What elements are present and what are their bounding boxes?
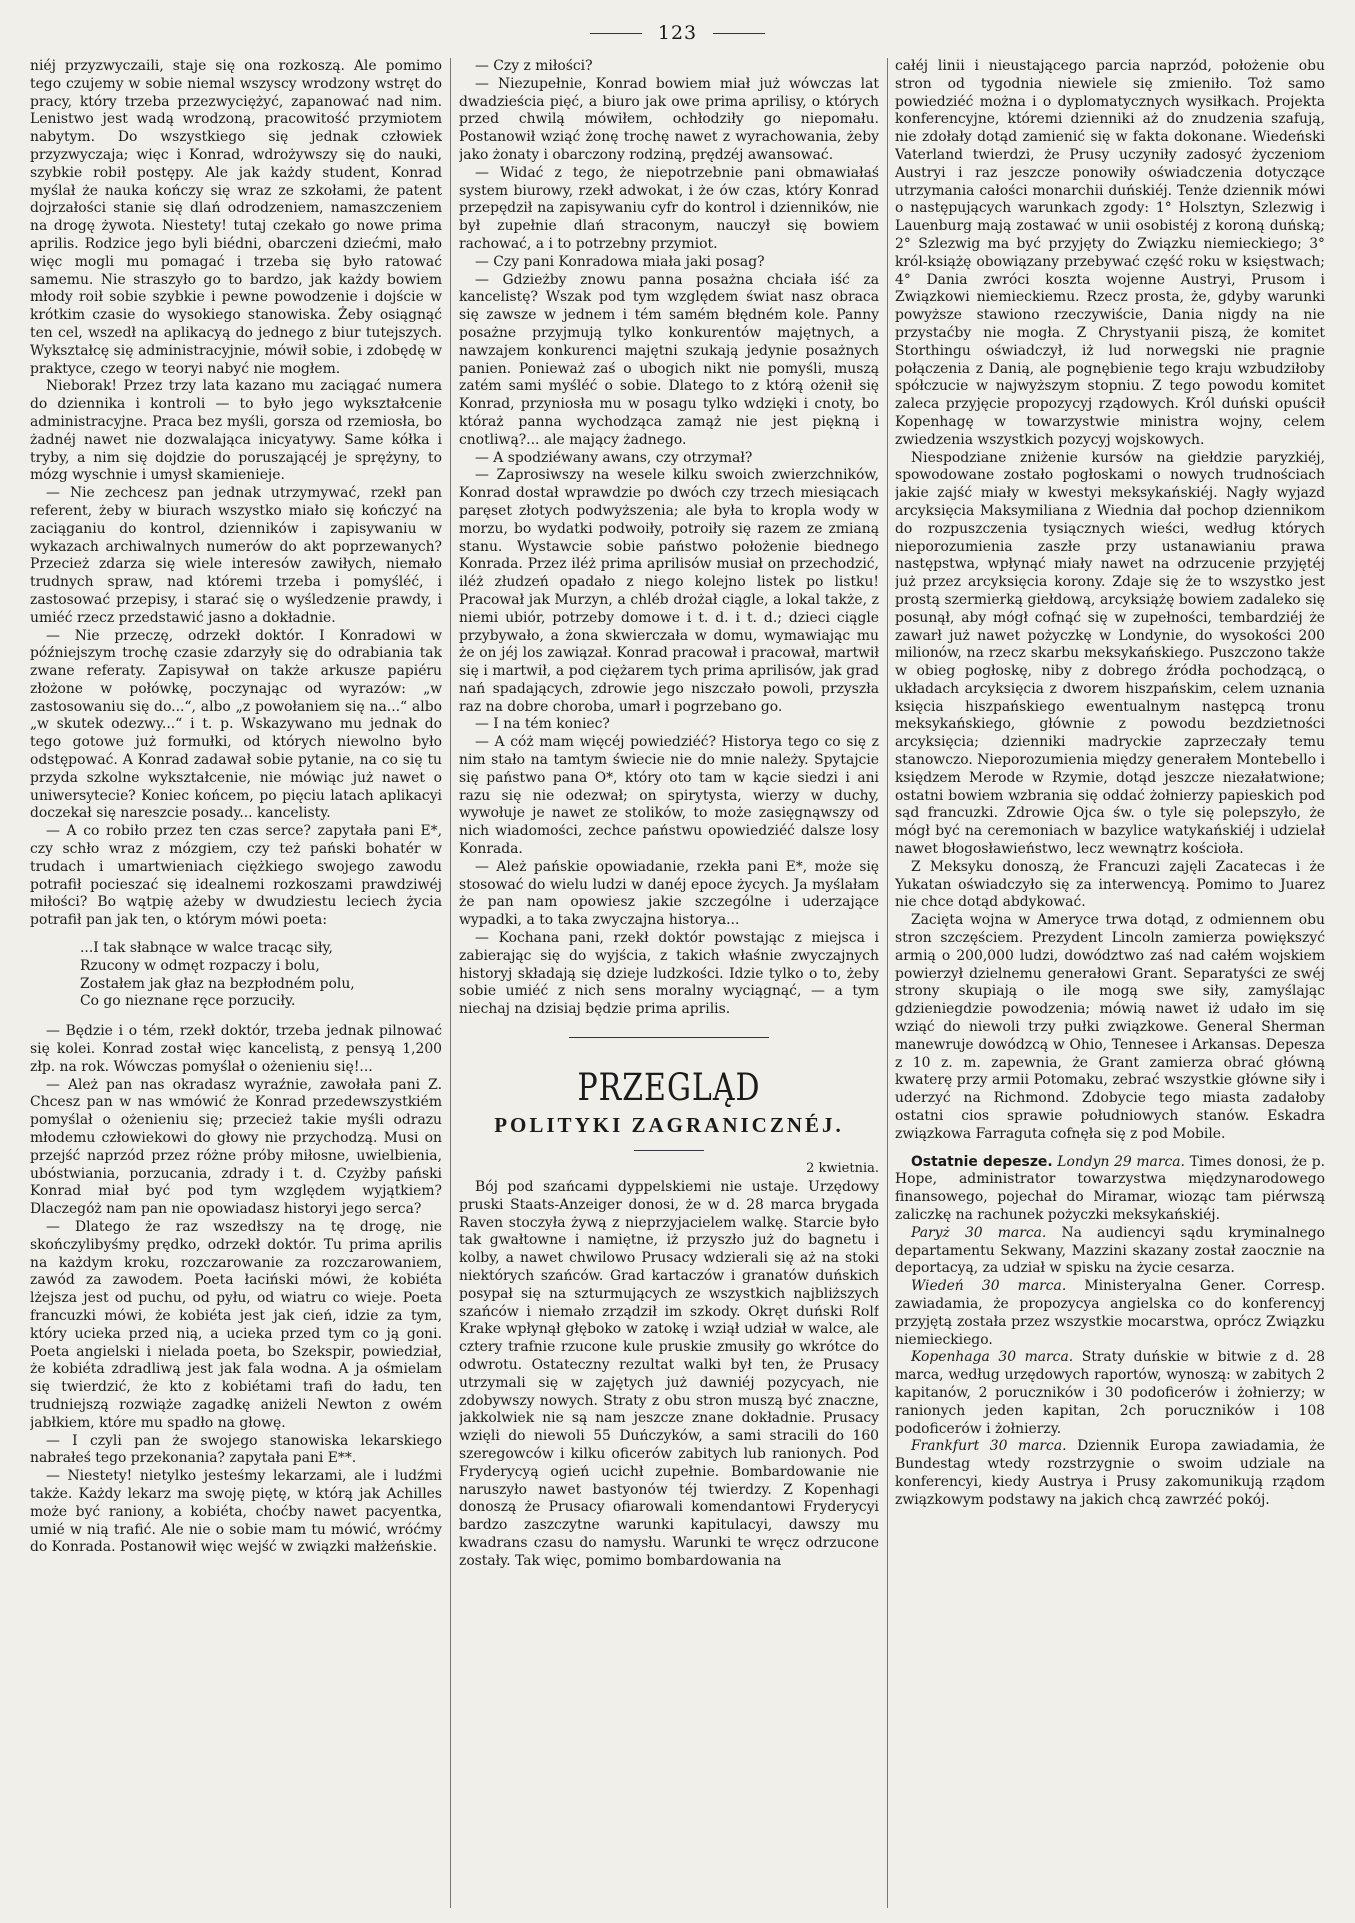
dispatch (895, 1225, 1325, 1278)
paragraph: — Niezupełnie, Konrad bowiem miał już wówczas lat dwadzieścia pięć, a biuro jak owe prima aprilisy, o których przed chwilą mówiłem, ochłodziły go niepomału. Postanowił wziąć żonę trochę nawet z wyrachowania, żeby jako żonaty i obarczony rodziną, prędzéj awansować. (459, 75, 879, 163)
poem-line: Rzucony w odmęt rozpaczy i bolu, (80, 957, 320, 974)
header-rule-left (590, 33, 642, 34)
dispatch-text: Na audiencyi sądu kryminalnego departamentu Sekwany, Mazzini skazany został zaocznie na deportacyą, za udział w spisku na życie cesarza. (895, 1224, 1325, 1277)
paragraph: — Widać z tego, że niepotrzebnie pani obmawiałaś system biurowy, rzekł adwokat, i że ów czas, który Konrad przepędził na zapisywaniu cyfr do kontrol i dzienników, nie był zupełnie dlań straconym, nauczył się bowiem rachować, a i to potrzebny przymiot. (459, 164, 879, 252)
paragraph: — I na tém koniec? (475, 716, 610, 733)
paragraph: Bój pod szańcami dyppelskiemi nie ustaje. Urzędowy pruski Staats-Anzeiger donosi, że w d. 28 marca brygada Raven stoczyła żywą z nieprzyjacielem walkę. Starcie było tak gwałtowne i namiętne, iż przyszło już do bagnetu i kolby, a nawet chwilowo Prusacy wdzierali się aż na stoki niektórych szańców. Grad kartaczów i granatów duńskich posypał się na szturmujących ze wszystkich najbliższych szańców i niemało zrządził im szkody. Okręt duński Rolf Krake wpłynął głęboko w zatokę i wziął udział w walce, ale cztery trafnie rzucone kule pruskie zmusiły go wkrótce do odwrotu. Ostateczny rezultat walki był ten, że Prusacy utrzymali się w zajętych już dawniéj pozycyach, nie zdobywszy nowych. Straty z obu stron muszą być znaczne, jakkolwiek nie są nam jeszcze znane dokładnie. Prusacy wzięli do niewoli 55 Duńczyków, a sami stracili do 160 szeregowców i kilku oficerów zabitych lub ranionych. Pod Fryderycyą ogień ucichł zupełnie. Bombardowanie nie naruszyło nawet bastyonów téj twierdzy. Z Kopenhagi donoszą że Prusacy ofiarowali komendantowi Fryderycyi bardzo zaszczytne warunki kapitulacyi, dawszy mu kwadrans czasu do namysłu. Warunki te wręcz odrzucone zostały. Tak więc, pomimo bombardowania na (459, 1179, 879, 1569)
dispatch-text: Straty duńskie w bitwie z d. 28 marca, według urzędowych raportów, wynoszą: w zabitych 2 kapitanów, 2 poruczników i 30 podoficerów i żołnierzy; w ranionych jeden kapitan, 2ch poruczników i 108 podoficerów i żołnierzy. (895, 1349, 1325, 1437)
dispatches-heading: Ostatnie depesze. (911, 1153, 1053, 1170)
paragraph: — Ależ pan nas okradasz wyraźnie, zawołała pani Z. Chcesz pan w nas wmówić że Konrad przedewszystkiém pomyślał o ożenieniu się; przecież takie myśli odrazu młodemu człowiekowi do głowy nie przychodzą. Musi on przejść naprzód przez różne próby miłosne, uwielbienia, ubóstwiania, porzucania, zdrady i t. d. Czyżby pański Konrad miał być pod tym względem wyjątkiem? Dlaczegóż nam pan nie opowiadasz historyi jego serca? (30, 1076, 442, 1218)
paragraph: — A co robiło przez ten czas serce? zapytała pani E*, czy schło wraz z mózgiem, czy też pański bohatér w trudach i umartwieniach ciężkiego swojego zawodu potrafił pocieszać się idealnemi rozkoszami prawdziwéj miłości? Bo wątpię ażeby w dwudziestu leciech życia potrafił pan jak ten, o którym mówi poeta: (30, 823, 442, 929)
section-separator (569, 1037, 769, 1038)
paragraph: Niespodziane zniżenie kursów na giełdzie paryzkiéj, spowodowane zostało pogłoskami o nowych trudnościach jakie zajść miały w kwestyi meksykańskiéj. Nagły wyjazd arcyksięcia Maksymiliana z Wiednia dał pochop dziennikom do rozpuszczenia tysiącznych wieści, według których nieporozumienia zaszłe przy ustanawianiu prawa następstwa, wpłynąć miały nawet na odrzucenie przyjętéj już przez arcyksięcia korony. Zdaje się że to wszystko jest prostą szermierką giełdową, arcyksiążę bowiem zadaleko się posunął, aby mógł cofnąć się w zupełności, tembardziéj że zawarł już nawet pożyczkę w Londynie, do wysokości 200 milionów, na rzecz skarbu meksykańskiego. Puszczono także w obieg pogłoskę, niby z dobrego źródła pochodzącą, o układach arcyksięcia z dworem hiszpańskim, celem uznania księcia hiszpańskiego ewentualnym następcą tronu meksykańskiego, głównie z powodu bezdzietności arcyksięcia; dzienniki madryckie zaprzeczały temu stanowczo. Nieporozumienia między generałem Montebello i księdzem Merode w Rzymie, dotąd jeszcze niezałatwione; ostatni bowiem wzbrania się oddać żołnierzy papieskich pod sąd francuzki. Zdrowie Ojca św. o tyle się polepszyło, że mógł być na ceremoniach w bazylice watykańskiéj i udzielał nawet błogosławieństwo, lecz wewnątrz kościoła. (895, 449, 1325, 858)
header-rule-right (713, 33, 765, 34)
paragraph: — Kochana pani, rzekł doktór powstając z miejsca i zabierając się do wyjścia, z takich właśnie zwyczajnych historyj składają się dzieje ludzkości. Idzie tylko o to, żeby sobie umiéć z nich sens moralny wyciągnąć, — a tym niechaj na dzisiaj będzie prima aprilis. (459, 930, 879, 1018)
poem-line: Co go nieznane ręce porzuciły. (80, 993, 296, 1010)
title-rule (634, 1150, 704, 1151)
paragraph: — Zaprosiwszy na wesele kilku swoich zwierzchników, Konrad dostał wprawdzie po dwóch czy trzech miesiącach paręset złotych podwyższenia; ale była to kropla wody w morzu, bo wydatki podwoiły, potroiły się razem ze zmianą stanu. Wystawcie sobie państwo położenie biednego Konrada. Przez iléż prima aprilisów musiał on przechodzić, iléż złudzeń opadało z niego kolejno listek po listku! Pracował jak Murzyn, a chléb drożał ciągle, a lokal także, z niemi ubiór, potrzeby domowe i t. d. i t. d.; dzieci ciągle przybywało, a żona skwierczała w domu, wymawiając mu że on jéj los zawiązał. Konrad pracował i pracował, martwił się i martwił, a pod ciężarem tych prima aprilisów, jak grad nań spadających, zdrowie jego niszczało powoli, przyszła raz na dobre choroba, umarł i pogrzebano go. (459, 467, 879, 715)
page-header (0, 18, 1355, 48)
column-1 (30, 58, 442, 1908)
paragraph: — Czy z miłości? (475, 58, 593, 74)
poem-line: ...I tak słabnące w walce tracąc siły, (80, 940, 333, 957)
paragraph: — Gdzieżby znowu panna posażna chciała iść za kancelistę? Wszak pod tym względem świat nasz obraca się zawsze w jednem i tém samém błędném kole. Panny posażne przyjmują tylko konkurentów majętnych, a nawzajem konkurenci majętni szukają jedynie posażnych panien. Ponieważ zaś o ubogich nikt nie pomyśli, muszą zatém sami myśléć o sobie. Dlatego to z którą ożenił się Konrad, przyniosła mu w posagu tylko wdzięki i cnoty, bo któraż panna wychodząca zamąż nie jest piękną i cnotliwą?... ale mający żadnego. (459, 271, 879, 448)
paragraph: — Nie zechcesz pan jednak utrzymywać, rzekł pan referent, żeby w biurach wszystko miało się kończyć na zaciąganiu do kontrol, dzienników i zapisywaniu w wykazach archiwalnych numerów do akt poprzewanych? Przecież zdarza się wiele interesów zawiłych, niemało trudnych spraw, nad któremi trzeba i pomyśléć, i zastosować przepisy, i starać się o wyśledzenie prawdy, i umiéć rzecz przedstawić jasno a dokładnie. (30, 485, 442, 626)
page-number: 123 (657, 22, 698, 44)
paragraph: Zacięta wojna w Ameryce trwa dotąd, z odmiennem obu stron szczęściem. Prezydent Lincoln zamierza powiększyć armią o 200,000 ludzi, dowództwo zaś nad całém wojskiem powierzył dzielnemu generałowi Grant. Separatyści ze swéj strony skupiają o ile mogą swe siły, zamyślając gdzieniegdzie powodzenia; mówią nawet iż udało im się wziąć do niewoli trzy pułki związkowe. General Sherman manewruje dowódzcą w Ohio, Tennesee i Arkansas. Depesza z 10 z. m. zapewnia, że Grant zamierza obrać główną kwaterę przy armii Potomaku, zebrać wszystkie główne siły i uderzyć na Richmond. Zdobycie tego miasta zadałoby ostatni cios sprawie południowych stanów. Eskadra związkowa Farraguta cofnęła się z pod Mobile. (895, 912, 1325, 1142)
paragraph: całéj linii i nieustającego parcia naprzód, położenie obu stron od tygodnia niewiele się zmieniło. Toż samo powiedziéć można i o dyplomatycznych wysiłkach. Projekta konferencyjne, któremi dzienniki aż do znudzenia szafują, nie zdołały dotąd zamienić się w fakta dokonane. Wiedeński Vaterland twierdzi, że Prusy uczyniły zadosyć życzeniom Austryi i raz jeszcze ponowiły oświadczenia dotyczące utrzymania całości monarchii duńskiéj. Tenże dziennik mówi o następujących warunkach zgody: 1° Holsztyn, Szlezwig i Lauenburg mają zostawać w unii osobistéj z koroną duńską; 2° Szlezwig ma być przyjęty do Związku niemieckiego; 3° król-książę obowiązany przebywać część roku w księstwach; 4° Dania zwróci koszta wojenne Austryi, Prusom i Związkowi niemieckiemu. Rzecz prosta, że, gdyby warunki powyższe stawiono rzeczywiście, Dania nigdy na nie przystaćby nie mogła. Z Chrystyanii piszą, że komitet Storthingu oświadczył, iż lud norwegski nie pragnie połączenia z Danią, ale pognębienie tego kraju wzbudziłoby spółczucie w najwyższym stopniu. Z tego powodu komitet zaleca przyjęcie propozycyj rządowych. Król duński opuścił Kopenhagę w towarzystwie ministra wojny, celem zwiedzenia wszystkich pozycyj wojskowych. (895, 58, 1325, 448)
dispatch-place: Wiedeń 30 marca. (911, 1278, 1067, 1295)
paragraph: — Nie przeczę, odrzekł doktór. I Konradowi w późniejszym trochę czasie zdarzyły się do odrabiania tak zwane referaty. Zapisywał on także arkusze papiéru złożone w połówkę, poczynając od wyrazów: „w zastosowaniu się do...“, albo „z powołaniem się na...“ albo „w skutek odezwy...“ i t. p. Wskazywano mu jednak do tego gotowe już formułki, od których niewolno było odstępować. A Konrad zadawał sobie pytanie, na co się tu przyda szkolne wykształcenie, nie mówiąc już nawet o uniwersytecie? Koniec końcem, po pięciu latach aplikacyi doczekał się nareszcie posady... kancelisty. (30, 627, 442, 822)
dispatch-text: Ministeryalna Gener. Corresp. zawiadamia, że propozycya angielska co do konferencyj przyjętą została przez wszystkie mocarstwa, oprócz Związku niemieckiego. (895, 1278, 1325, 1348)
dispatch-place: Frankfurt 30 marca. (911, 1438, 1067, 1455)
column-divider-1 (450, 58, 451, 1908)
poem-line: Zostałem jak głaz na bezpłodném polu, (80, 975, 355, 992)
paragraph: — A cóż mam więcéj powiedziéć? Historya tego co się z nim stało na tamtym świecie nie do mnie należy. Spytajcie się państwo pana O*, który oto tam w kącie siedzi i ani razu się nie odezwał; on spirytysta, wierzy w duchy, wywołuje je nawet ze stolików, to może zasięgnąwszy od nich wiadomości, zechce państwu opowiedziéć dalsze losy Konrada. (459, 734, 879, 858)
paragraph: — I czyli pan że swojego stanowiska lekarskiego nabrałeś tego przekonania? zapytała pani E**. (30, 1432, 442, 1467)
dateline: 2 kwietnia. (806, 1161, 879, 1177)
column-divider-2 (887, 58, 888, 1908)
section-subtitle: POLITYKI ZAGRANICZNÉJ. (494, 1113, 844, 1138)
paragraph: — Niestety! nietylko jesteśmy lekarzami, ale i ludźmi także. Każdy lekarz ma swoję piętę, w którą jak Achilles może być raniony, a kobiéta, choćby nawet pacyentka, umié w nią trafić. Ale nie o sobie mam tu mówić, wróćmy do Konrada. Postanowił więc wejść w związki małżeńskie. (30, 1468, 442, 1556)
dispatch (895, 1438, 1325, 1509)
column-2 (459, 58, 879, 1908)
dispatch (895, 1154, 1325, 1225)
paragraph: Z Meksyku donoszą, że Francuzi zajęli Zacatecas i że Yukatan oświadczyło się za interwencyą. Pomimo to Juarez nie chce dotąd abdykować. (895, 858, 1325, 911)
paragraph: Nieborak! Przez trzy lata kazano mu zaciągać numera do dziennika i kontroli — to było jego wykształcenie administracyjne. Praca bez myśli, gorsza od rzemiosła, bo żadnéj nawet nie dozwalająca inicyatywy. Same kółka i tryby, a nim się dojdzie do poruszającéj je sprężyny, to mózg wyschnie i umysł skamienieje. (30, 378, 442, 484)
dispatch-text: Times donosi, że p. Hope, administrator towarzystwa międzynarodowego finansowego, pojechał do Miramar, wioząc tam piérwszą zaliczkę na rachunek pożyczki meksykańskiéj. (895, 1153, 1325, 1223)
dispatch-text: Dziennik Europa zawiadamia, że Bundestag wtedy rozstrzygnie o swoim udziale na konferencyi, kiedy Austrya i Prusy zakomunikują rządom związkowym podstawy na jakich chcą zawrzéć pokój. (895, 1438, 1325, 1508)
dispatch (895, 1349, 1325, 1438)
section-title: PRZEGLĄD (577, 1066, 761, 1110)
dispatch (895, 1278, 1325, 1349)
paragraph: — Będzie i o tém, rzekł doktór, trzeba jednak pilnować się kolei. Konrad został więc kancelistą, z pensyą 1,200 złp. na rok. Wówczas pomyślał o ożenieniu się!... (30, 1023, 442, 1075)
paragraph: niéj przyzwyczaili, staje się ona rozkoszą. Ale pomimo tego czujemy w sobie niemal wszyscy wrodzony wstręt do pracy, który trzeba przezwyciężyć, zapanować nad nim. Lenistwo jest wadą wrodzoną, pracowitość przymiotem nabytym. Do wszystkiego się jednak człowiek przyzwyczaja; więc i Konrad, wdrożywszy się do nauki, szybkie robił postępy. Ale jak każdy student, Konrad myślał że nauka kończy się wraz ze szkołami, że patent dojrzałości stanie się dlań odrodzeniem, namaszczeniem na drogę żywota. Niestety! tutaj czekało go nowe prima aprilis. Rodzice jego byli biédni, obarczeni dziećmi, mało więc mogli mu pomagać i trzeba się było ratować samemu. Nie straszyło go to bardzo, jak każdy bowiem młody roił sobie szybkie i pewne powodzenie i dojście w krótkim czasie do wysokiego stanowiska. Żeby osiągnąć ten cel, wszedł na aplikacyą do jednego z biur tutejszych. Wykształcę się administracyjnie, mówił sobie, i zdobędę w praktyce, czego w teoryi nabyć nie mogłem. (30, 58, 442, 377)
column-3 (895, 58, 1325, 1908)
dispatch-place: Londyn 29 marca. (1057, 1153, 1185, 1170)
paragraph: — A spodziéwany awans, czy otrzymał? (475, 449, 753, 466)
paragraph: — Ależ pańskie opowiadanie, rzekła pani E*, może się stosować do wielu ludzi w danéj epoce życych. Ja myślałam że pan nam opowiesz jakie szczególne i uderzające wypadki, a to taka zwyczajna historya... (459, 858, 879, 929)
dispatch-place: Kopenhaga 30 marca. (911, 1349, 1074, 1366)
poem (30, 940, 442, 1011)
paragraph: — Dlatego że raz wszedłszy na tę drogę, nie skończylibyśmy prędko, odrzekł doktór. Tu prima aprilis na każdym kroku, rozczarowanie za rozczarowaniem, zawód za zawodem. Poeta łaciński mówi, że kobiéta lżejsza jest od puchu, od pyłu, od wiatru co wieje. Poeta francuzki mówi, że kobiéta jest jak cień, idzie za tym, który ucieka przed nią, a ucieka przed tym co ją goni. Poeta angielski i nielada poeta, bo Szekspir, powiedział, że kobiéta zdradliwą jest jak fala wodna. A ja ośmielam się twierdzić, że kto z kobiétami trafi do ładu, ten trudniejszą rozwiąże zagadkę aniżeli Newton z owém jabłkiem, które mu spadło na głowę. (30, 1219, 442, 1431)
paragraph: — Czy pani Konradowa miała jaki posag? (475, 253, 765, 270)
dispatch-place: Paryż 30 marca. (911, 1224, 1047, 1241)
